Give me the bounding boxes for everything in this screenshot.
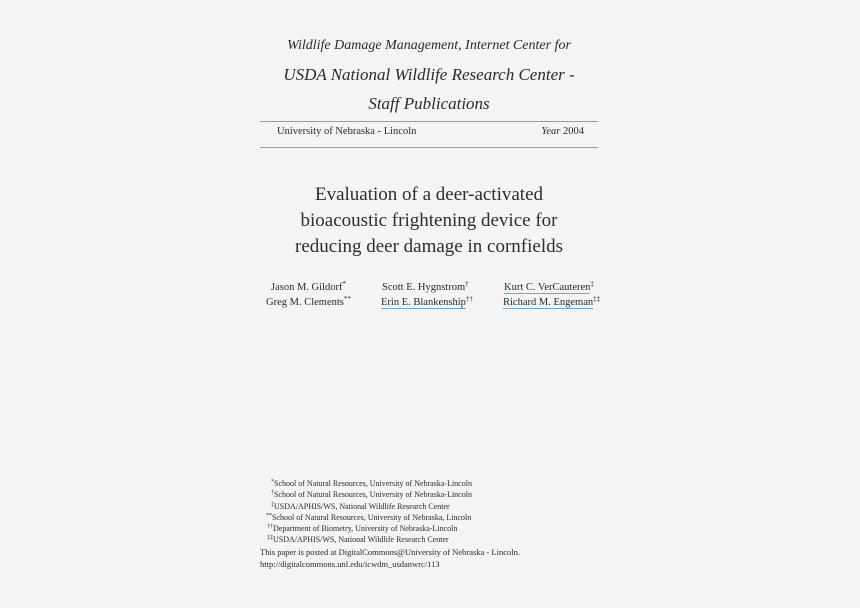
footnote: *School of Natural Resources, University of Nebraska-Lincoln (271, 479, 472, 488)
footnote: †School of Natural Resources, University of Nebraska-Lincoln (271, 490, 472, 500)
year-value: 2004 (563, 126, 584, 137)
series-title-line-1: Wildlife Damage Management, Internet Center for (287, 38, 571, 53)
footnote: **School of Natural Resources, University of Nebraska, Lincoln (266, 512, 472, 522)
footnote: ††Department of Biometry, University of Nebraska-Lincoln (267, 524, 458, 534)
year-label: Year (541, 126, 561, 137)
author-link-vercauteren[interactable]: Kurt C. VerCauteren‡ (504, 280, 594, 293)
author-hygnstrom: Scott E. Hygnstrom† (382, 280, 469, 293)
posting-notice: This paper is posted at DigitalCommons@University of Nebraska - Lincoln. (260, 546, 520, 557)
publication-year (542, 126, 585, 137)
series-title-line-3: Staff Publications (368, 94, 490, 113)
header-rule-top (260, 121, 598, 122)
footnote: ‡USDA/APHIS/WS, National Wildlife Research Center (271, 501, 450, 511)
header-rule-bottom (260, 147, 598, 148)
repository-url[interactable]: http://digitalcommons.unl.edu/icwdm_usdanwrc/113 (260, 559, 440, 570)
affiliation-footnotes (260, 478, 520, 571)
series-title-line-2: USDA National Wildlife Research Center - (283, 65, 575, 84)
title-line-1: Evaluation of a deer-activated (314, 184, 544, 205)
footnote: ‡‡USDA/APHIS/WS, National Wildlife Research Center (267, 535, 449, 545)
title-line-3: reducing deer damage in cornfields (295, 236, 563, 257)
author-clements: Greg M. Clements** (266, 295, 351, 308)
institution: University of Nebraska - Lincoln (277, 126, 417, 137)
paper-title (220, 182, 638, 260)
author-link-blankenship[interactable]: Erin E. Blankenship†† (381, 295, 473, 308)
author-gildorf: Jason M. Gildorf* (271, 280, 346, 293)
title-line-2: bioacoustic frightening device for (300, 210, 558, 231)
author-link-engeman[interactable]: Richard M. Engeman‡‡ (503, 295, 601, 308)
